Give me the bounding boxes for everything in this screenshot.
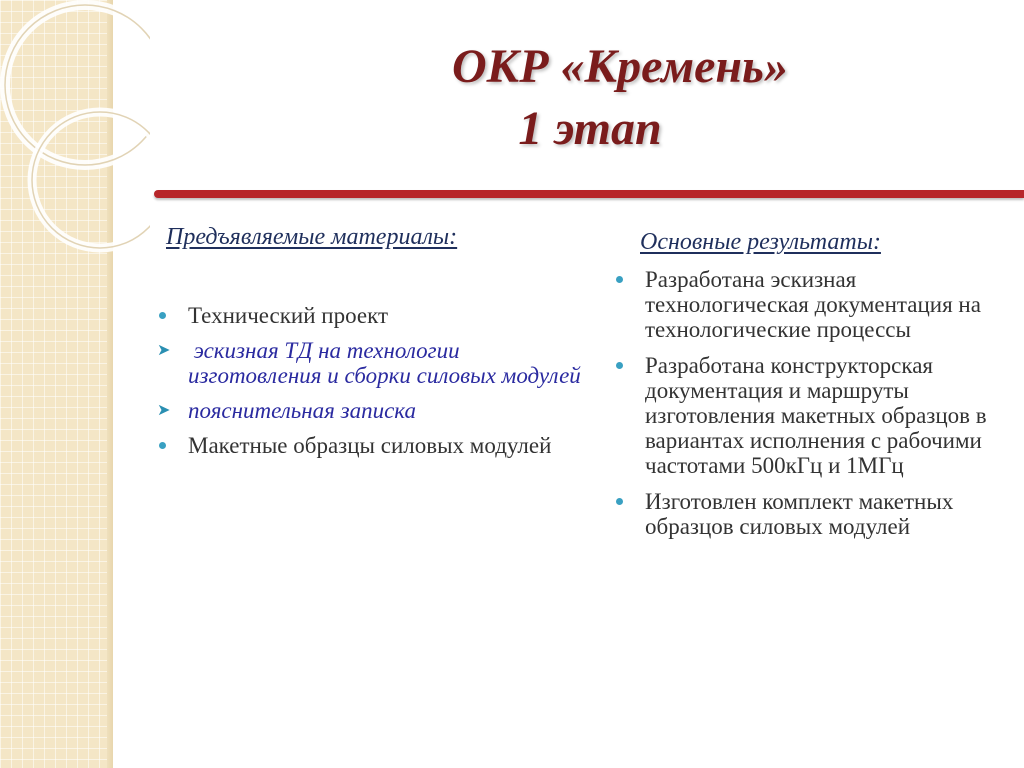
materials-item-text: Технический проект: [188, 303, 389, 328]
right-column-heading: Основные результаты:: [640, 229, 881, 255]
bullet-arrow-icon: ➤: [157, 342, 171, 359]
results-list-item: [609, 267, 1014, 342]
title-divider: [150, 190, 1024, 200]
bullet-dot-icon: [613, 353, 633, 378]
results-list: [609, 267, 1014, 550]
materials-item-text: эскизная ТД на технологии изготовления и сборки силовых модулей: [188, 338, 581, 388]
results-list-item: [609, 353, 1014, 478]
results-item-text: Изготовлен комплект макетных образцов силовых модулей: [645, 489, 954, 539]
slide-title-line1: ОКР «Кремень»: [452, 40, 788, 93]
slide-title-line2: 1 этап: [518, 102, 662, 155]
left-column-heading: Предъявляемые материалы:: [166, 224, 458, 250]
materials-list: [152, 303, 592, 468]
slide-title: [290, 36, 950, 160]
materials-list-item: [152, 338, 592, 388]
results-item-text: Разработана конструкторская документация и маршруты изготовления макетных образцов в вариантах исполнения с рабочими частотами 500кГц и 1МГц: [645, 353, 987, 478]
bullet-dot-icon: [156, 433, 176, 458]
title-divider-bar: [154, 190, 1024, 198]
materials-list-item: [152, 433, 592, 458]
materials-item-text: Макетные образцы силовых модулей: [188, 433, 552, 458]
bullet-arrow-icon: ➤: [157, 402, 171, 419]
materials-item-text: пояснительная записка: [188, 398, 416, 423]
bullet-dot-icon: [613, 489, 633, 514]
bullet-dot-icon: [613, 267, 633, 292]
bullet-dot-icon: [156, 303, 176, 328]
decorative-circle-top: [5, 5, 150, 165]
materials-list-item: [152, 398, 592, 423]
results-item-text: Разработана эскизная технологическая документация на технологические процессы: [645, 267, 981, 342]
decorative-circle-bottom: [32, 112, 150, 248]
materials-list-item: [152, 303, 592, 328]
decorative-circles: [0, 0, 150, 260]
results-list-item: [609, 489, 1014, 539]
